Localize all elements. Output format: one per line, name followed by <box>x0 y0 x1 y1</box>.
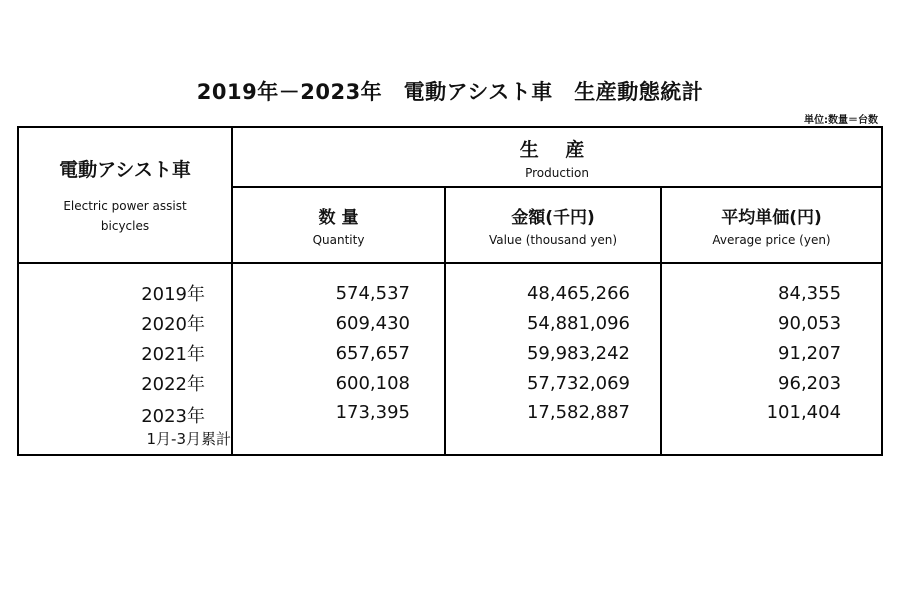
value-cell: 48,465,266 <box>445 263 661 308</box>
average-price-cell: 101,404 <box>661 398 882 455</box>
year-cell <box>18 398 232 455</box>
column-header-jp: 平均単価(円) <box>721 208 822 228</box>
year-cell: 2020年 <box>18 308 232 338</box>
column-header-jp: 数 量 <box>318 208 359 228</box>
value-cell: 57,732,069 <box>445 368 661 398</box>
column-header-jp: 金額(千円) <box>511 208 595 228</box>
production-stats-table <box>17 126 883 456</box>
average-price-cell: 90,053 <box>661 308 882 338</box>
row-label-header <box>18 127 232 263</box>
production-header-en: Production <box>525 165 589 180</box>
column-header-en: Average price (yen) <box>712 233 831 247</box>
average-price-cell: 91,207 <box>661 338 882 368</box>
average-price-cell: 84,355 <box>661 263 882 308</box>
row-label-header-jp: 電動アシスト車 <box>59 158 191 181</box>
table-row <box>18 263 882 308</box>
average-price-cell: 96,203 <box>661 368 882 398</box>
row-label-header-en: Electric power assist bicycles <box>63 198 187 233</box>
quantity-cell: 574,537 <box>232 263 445 308</box>
column-header-en: Quantity <box>312 233 365 247</box>
value-cell: 54,881,096 <box>445 308 661 338</box>
table-row <box>18 368 882 398</box>
year-period-note: 1月-3月累計 <box>146 430 231 448</box>
quantity-cell: 173,395 <box>232 398 445 455</box>
table-row <box>18 338 882 368</box>
column-header-quantity <box>232 187 445 263</box>
quantity-cell: 600,108 <box>232 368 445 398</box>
value-cell: 17,582,887 <box>445 398 661 455</box>
production-header <box>232 127 882 187</box>
year-label: 2023年 <box>141 406 205 427</box>
value-cell: 59,983,242 <box>445 338 661 368</box>
page-title: 2019年－2023年 電動アシスト車 生産動態統計 <box>196 80 704 104</box>
column-header-en: Value (thousand yen) <box>488 233 618 247</box>
production-header-jp: 生 産 <box>519 138 595 161</box>
unit-note: 単位:数量＝台数 <box>804 115 878 126</box>
quantity-cell: 609,430 <box>232 308 445 338</box>
column-header-average-price <box>661 187 882 263</box>
column-header-value <box>445 187 661 263</box>
year-cell: 2019年 <box>18 263 232 308</box>
year-cell: 2021年 <box>18 338 232 368</box>
table-row <box>18 308 882 338</box>
table-row <box>18 398 882 455</box>
year-cell: 2022年 <box>18 368 232 398</box>
quantity-cell: 657,657 <box>232 338 445 368</box>
